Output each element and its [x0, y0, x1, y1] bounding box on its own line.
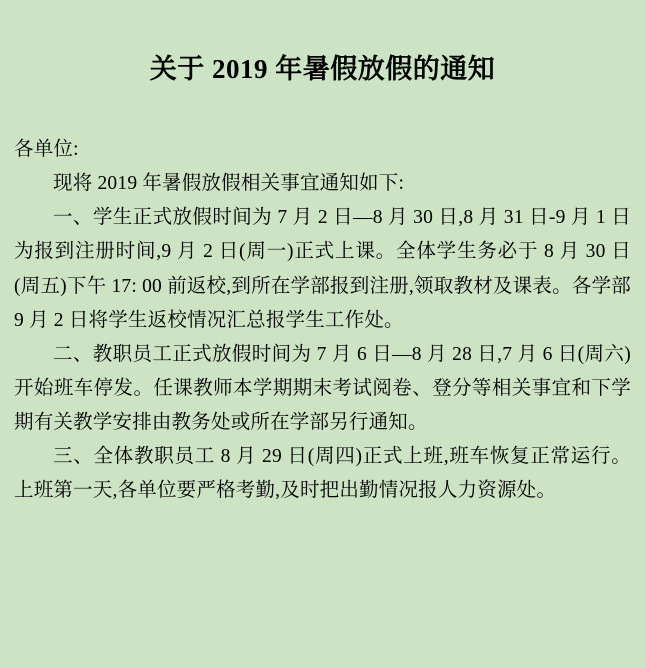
page-title: 关于 2019 年暑假放假的通知	[149, 54, 496, 84]
paragraph-item-2: 二、教职员工正式放假时间为 7 月 6 日—8 月 28 日,7 月 6 日(周六)开始班车停发。任课教师本学期期末考试阅卷、登分等相关事宜和下学期有关教学安排由教务处或所在学部另行通知。	[14, 343, 631, 434]
paragraph-item-3: 三、全体教职员工 8 月 29 日(周四)正式上班,班车恢复正常运行。上班第一天,各单位要严格考勤,及时把出勤情况报人力资源处。	[14, 446, 631, 502]
paragraph-salutation: 各单位:	[14, 139, 79, 161]
paragraph-item-1: 一、学生正式放假时间为 7 月 2 日—8 月 30 日,8 月 31 日-9 月 1 日为报到注册时间,9 月 2 日(周一)正式上课。全体学生务必于 8 月 30 日(周五)下午 17: 00 前返校,到所在学部报到注册,领取教材及课表。各学部 9 月 2 日将学生返校情况汇总报学生工作处。	[14, 207, 631, 331]
document-body	[14, 133, 631, 508]
paragraph-lead-in: 现将 2019 年暑假放假相关事宜通知如下:	[53, 173, 405, 195]
